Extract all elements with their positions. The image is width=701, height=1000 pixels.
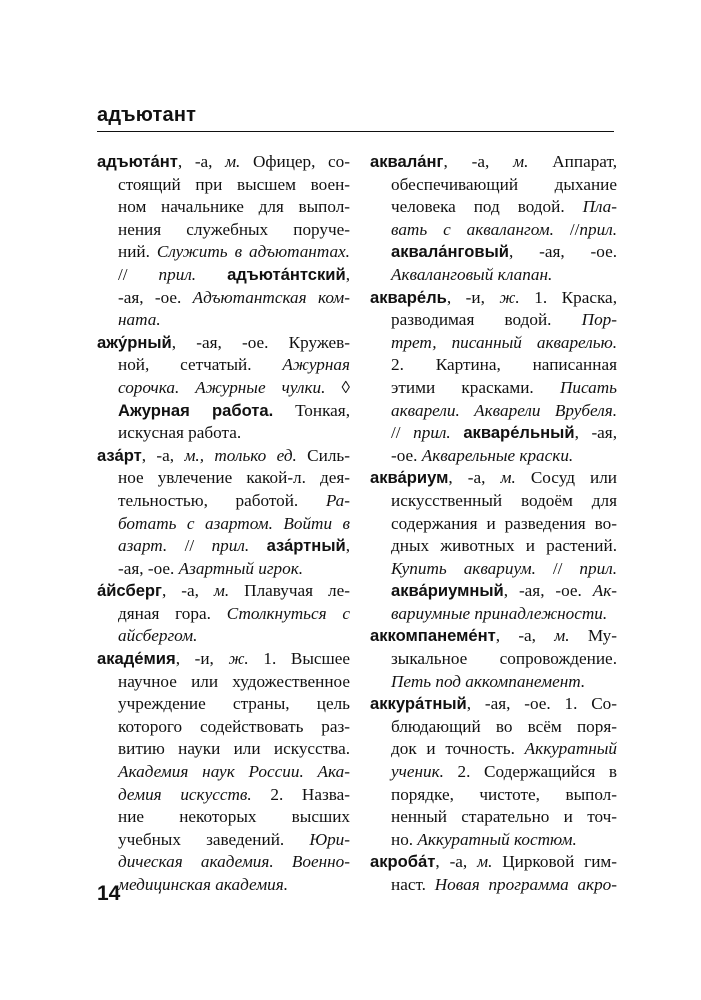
definition-text: // [535, 558, 580, 578]
entry-first-line [97, 648, 350, 671]
definition-text: , -ая, [574, 423, 617, 443]
definition-text: -ая, -ое. [118, 558, 179, 578]
entry-line [97, 829, 350, 852]
definition-text: ние некоторых высших [118, 807, 350, 827]
example-text: Юри- [309, 829, 350, 849]
entry-line [370, 490, 617, 513]
entry-line [97, 400, 350, 423]
entry-line [97, 422, 350, 445]
definition-text: , -а, [141, 445, 185, 465]
headword: а́йсберг [97, 581, 162, 601]
entry-line [97, 625, 350, 648]
definition-text: -ое. [391, 445, 422, 465]
headword: ажу́рный [97, 332, 172, 352]
example-text: демия искусств. [118, 784, 252, 804]
definition-text: , [345, 264, 350, 284]
example-text: м., только ед. [184, 445, 297, 465]
headword: аква́риум [370, 468, 449, 488]
definition-text: научное или художественное [118, 671, 350, 691]
example-text: м. [513, 152, 529, 171]
definition-text: // [391, 423, 414, 443]
definition-text: 1. Краска, [519, 287, 617, 307]
entry-line [370, 829, 617, 852]
entry-line [370, 738, 617, 761]
entry-line [370, 761, 617, 784]
definition-text: наст. [391, 875, 435, 894]
example-text: Адъютантская ком- [192, 287, 350, 307]
definition-text: , -ая, -ое. 1. Со- [466, 694, 617, 714]
definition-text: ной, сетчатый. [118, 355, 283, 375]
definition-text: ◊ [325, 377, 350, 397]
entry-first-line [97, 445, 350, 468]
definition-text: , -а, [177, 152, 226, 171]
example-text: м. [213, 581, 230, 601]
entry-line [97, 784, 350, 807]
definition-text: , -а, [443, 152, 514, 171]
entry-line [97, 851, 350, 874]
example-text: прил. [579, 558, 617, 578]
entry-line [370, 309, 617, 332]
definition-text: блюдающий во всём поря- [391, 716, 617, 736]
definition-text: нения служебных поруче- [118, 219, 350, 239]
definition-text: Силь- [296, 445, 350, 465]
example-text: ж. [228, 649, 249, 669]
definition-text: // [553, 219, 580, 239]
example-text: Служить в адъютантах. [156, 242, 350, 262]
definition-text: витию науки или искусства. [118, 739, 350, 759]
definition-text: , -а, [495, 626, 555, 646]
definition-text: разводимая водой. [391, 310, 582, 330]
entry-first-line [370, 287, 617, 310]
entry-line [370, 332, 617, 355]
definition-text: зыкальное сопровождение. [391, 649, 617, 669]
entry-line [97, 287, 350, 310]
definition-text: Сосуд или [515, 468, 617, 488]
entry-line [97, 716, 350, 739]
entry-line [370, 241, 617, 264]
entry-line [370, 535, 617, 558]
example-text: Ак- [592, 581, 617, 601]
example-text: акварели. Акварели Врубеля. [391, 400, 617, 420]
entry-line [97, 174, 350, 197]
entry-line [97, 874, 350, 897]
example-text: Писать [559, 377, 617, 397]
example-text: Академия наук России. Ака- [118, 762, 350, 782]
definition-text: , -и, [175, 649, 229, 669]
definition-text: 2. Содержащийся в [443, 762, 617, 782]
definition-text: дных животных и растений. [391, 536, 617, 556]
definition-text: , -а, [435, 852, 478, 872]
entry-first-line [370, 693, 617, 716]
headword: аква́риумный [391, 581, 504, 601]
definition-text: но. [391, 829, 418, 849]
entry-line [97, 219, 350, 242]
example-text: дическая академия. Военно- [118, 852, 350, 872]
example-text: Акваланговый клапан. [391, 264, 553, 284]
definition-text: ненный старательно и точ- [391, 807, 617, 827]
definition-text [451, 423, 464, 442]
example-text: Петь под аккомпанемент. [391, 671, 586, 691]
definition-text: 1. Высшее [248, 649, 350, 669]
example-text: вать с аквалангом. [391, 219, 554, 239]
definition-text: , -и, [446, 287, 500, 307]
entry-line [370, 580, 617, 603]
entry-line [370, 513, 617, 536]
entry-line [97, 558, 350, 581]
definition-text: Плавучая ле- [229, 581, 350, 601]
entry-line [370, 377, 617, 400]
entry-line [370, 784, 617, 807]
example-text: медицинская академия. [118, 875, 289, 894]
running-head: адъютант [97, 104, 197, 126]
definition-text: , -а, [161, 581, 214, 601]
page-number: 14 [97, 882, 121, 905]
example-text: ученик. [391, 762, 444, 782]
example-text: ната. [118, 310, 161, 330]
example-text: прил. [158, 264, 197, 284]
entry-line [370, 716, 617, 739]
example-text: прил. [579, 219, 617, 239]
entry-line [97, 354, 350, 377]
headword: адъюта́нт [97, 152, 178, 171]
entry-line [370, 174, 617, 197]
definition-text [196, 265, 227, 284]
entry-line [97, 309, 350, 332]
definition-text: человека под водой. [391, 197, 583, 217]
headword: Ажурная работа. [118, 400, 274, 420]
entry-line [97, 806, 350, 829]
headword: адъюта́нтский [227, 264, 346, 284]
entry-line [370, 354, 617, 377]
headword: акроба́т [370, 852, 436, 872]
example-text: м. [225, 152, 241, 171]
entry-line [370, 874, 617, 897]
entry-line [97, 513, 350, 536]
example-text: Ажурная [282, 355, 350, 375]
entry-line [97, 738, 350, 761]
definition-text: искусная работа. [118, 423, 242, 443]
definition-text: , -ая, -ое. [503, 581, 593, 601]
example-text: трет, писанный акварелью. [391, 332, 617, 352]
definition-text: -ая, -ое. [118, 287, 193, 307]
headword: аквала́нговый [391, 242, 509, 262]
example-text: Аккуратный костюм. [417, 829, 577, 849]
entry-line [370, 422, 617, 445]
example-text: Столкнуться с [226, 603, 350, 623]
definition-text: порядке, чистоте, выпол- [391, 784, 617, 804]
example-text: прил. [413, 423, 451, 443]
entry-line [370, 219, 617, 242]
entry-first-line [370, 467, 617, 490]
headword: аза́рт [97, 445, 142, 465]
entry-line [370, 671, 617, 694]
entry-line [370, 264, 617, 287]
entry-first-line [97, 580, 350, 603]
example-text: ботать с азартом. Войти в [118, 513, 350, 533]
definition-text: стоящий при высшем воен- [118, 174, 350, 194]
definition-text: док и точность. [391, 739, 525, 759]
definition-text: , -ая, -ое. Кружев- [171, 332, 350, 352]
entry-line [97, 467, 350, 490]
definition-text [249, 536, 266, 555]
entry-line [370, 603, 617, 626]
entry-line [370, 445, 617, 468]
entry-line [370, 196, 617, 219]
example-text: м. [477, 852, 493, 872]
definition-text: ное увлечение какой-л. дея- [118, 468, 350, 488]
definition-text: // [167, 536, 212, 556]
example-text: вариумные принадлежности. [391, 603, 608, 623]
headword: аквала́нг [370, 152, 444, 171]
definition-text: Му- [569, 626, 617, 646]
definition-text: дяная гора. [118, 603, 227, 623]
entry-first-line [370, 625, 617, 648]
entry-line [370, 648, 617, 671]
example-text: Акварельные краски. [421, 445, 574, 465]
headword: акваре́ль [370, 287, 447, 307]
definition-text: содержания и разведения во- [391, 513, 617, 533]
definition-text: обеспечивающий дыхание [391, 174, 617, 194]
definition-text: Тонкая, [273, 400, 350, 420]
example-text: азарт. [118, 536, 168, 556]
entry-line [97, 377, 350, 400]
definition-text: Цирковой гим- [492, 852, 617, 872]
entry-first-line [370, 851, 617, 874]
example-text: ж. [499, 287, 520, 307]
headword: аккомпанеме́нт [370, 626, 496, 646]
entry-line [370, 558, 617, 581]
definition-text: искусственный водоём для [391, 490, 617, 510]
example-text: айсбергом. [118, 626, 198, 646]
example-text: сорочка. Ажурные чулки. [118, 377, 326, 397]
dictionary-column-left [97, 151, 350, 897]
definition-text: 2. Картина, написанная [391, 355, 617, 375]
definition-text: , -а, [448, 468, 501, 488]
example-text: м. [500, 468, 516, 488]
entry-line [97, 761, 350, 784]
entry-line [97, 603, 350, 626]
definition-text: Аппарат, [528, 152, 617, 171]
definition-text: этими красками. [391, 377, 560, 397]
definition-text: ном начальнике для выпол- [118, 197, 350, 217]
example-text: Пла- [582, 197, 617, 217]
example-text: Купить аквариум. [391, 558, 536, 578]
entry-line [97, 196, 350, 219]
example-text: Аккуратный [524, 739, 617, 759]
headword: акваре́льный [463, 423, 575, 443]
example-text: Новая программа акро- [434, 875, 617, 894]
definition-text: которого содействовать раз- [118, 716, 350, 736]
definition-text: , -ая, -ое. [508, 242, 617, 262]
definition-text: 2. Назва- [251, 784, 350, 804]
headword: акаде́мия [97, 649, 176, 669]
entry-first-line [97, 332, 350, 355]
entry-line [97, 490, 350, 513]
header-rule [97, 131, 614, 132]
definition-text: учебных заведений. [118, 829, 310, 849]
entry-line [97, 264, 350, 287]
entry-line [97, 693, 350, 716]
entry-line [97, 671, 350, 694]
entry-line [370, 806, 617, 829]
example-text: Ра- [325, 490, 350, 510]
entry-first-line [97, 151, 350, 174]
definition-text: учреждение страны, цель [118, 694, 350, 714]
definition-text: , [345, 536, 350, 556]
definition-text: Офицер, со- [240, 152, 350, 171]
entry-line [97, 241, 350, 264]
example-text: прил. [211, 536, 250, 556]
dictionary-column-right [370, 151, 617, 897]
entry-first-line [370, 151, 617, 174]
headword: аза́ртный [266, 536, 346, 556]
entry-line [370, 400, 617, 423]
example-text: Пор- [581, 310, 617, 330]
entry-line [97, 535, 350, 558]
definition-text: тельностью, работой. [118, 490, 326, 510]
definition-text: // [118, 264, 159, 284]
example-text: Азартный игрок. [178, 558, 304, 578]
headword: аккура́тный [370, 694, 467, 714]
example-text: м. [554, 626, 570, 646]
definition-text: ний. [118, 242, 157, 262]
